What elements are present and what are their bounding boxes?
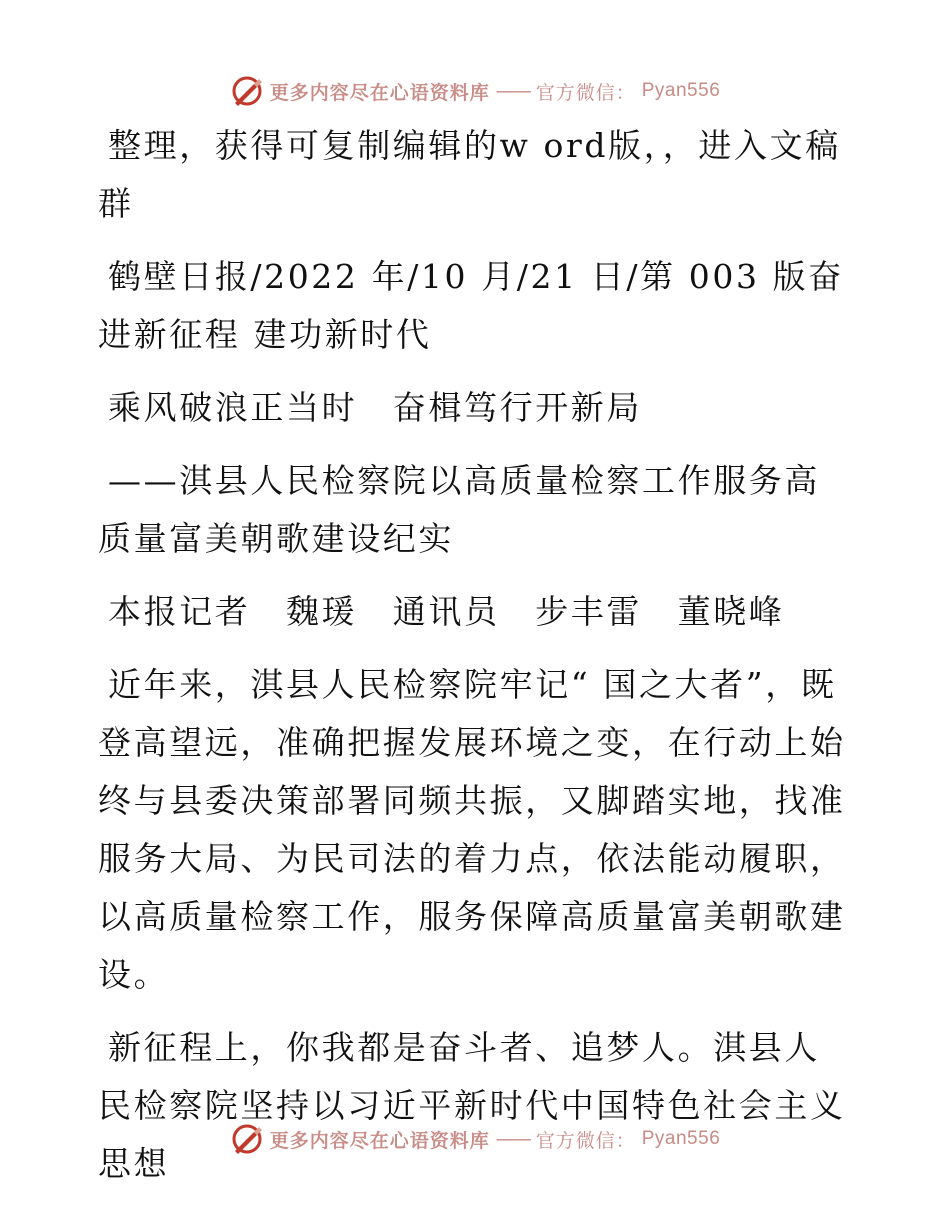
- source-line: 鹤壁日报/2022 年/10 月/21 日/第 003 版奋进新征程 建功新时代: [98, 257, 844, 354]
- byline: 本报记者 魏瑗 通讯员 步丰雷 董晓峰: [108, 592, 785, 631]
- body-paragraph: 新征程上，你我都是奋斗者、追梦人。淇县人民检察院坚持以习近平新时代中国特色社会主义思想: [98, 1028, 846, 1183]
- article-subtitle: ——淇县人民检察院以高质量检察工作服务高质量富美朝歌建设纪实: [98, 461, 820, 558]
- watermark-wechat-label: 官方微信：: [535, 81, 636, 104]
- pen-logo-icon: [230, 1122, 264, 1156]
- watermark-dash: ——: [495, 1128, 530, 1150]
- article-title: 乘风破浪正当时 奋楫笃行开新局: [108, 388, 642, 427]
- footer-watermark: [0, 1119, 950, 1159]
- watermark-wechat-id: Pyan556: [641, 1128, 721, 1149]
- header-watermark: [0, 71, 950, 111]
- watermark-wechat-id: Pyan556: [641, 80, 721, 101]
- intro-note: 整理，获得可复制编辑的w ord版，，进入文稿群: [98, 126, 841, 223]
- body-paragraph: 近年来，淇县人民检察院牢记“ 国之大者”，既登高望远，准确把握发展环境之变，在行动上始终与县委决策部署同频共振，又脚踏实地，找准服务大局、为民司法的着力点，依法能动履职，以高质量检察工作，服务保障高质量富美朝歌建设。: [98, 665, 846, 994]
- watermark-dash: ——: [495, 80, 530, 102]
- watermark-brand: 更多内容尽在心语资料库: [269, 1129, 490, 1152]
- document-body: [98, 117, 854, 1208]
- pen-logo-icon: [230, 74, 264, 108]
- watermark-brand: 更多内容尽在心语资料库: [269, 81, 490, 104]
- watermark-wechat-label: 官方微信：: [535, 1129, 636, 1152]
